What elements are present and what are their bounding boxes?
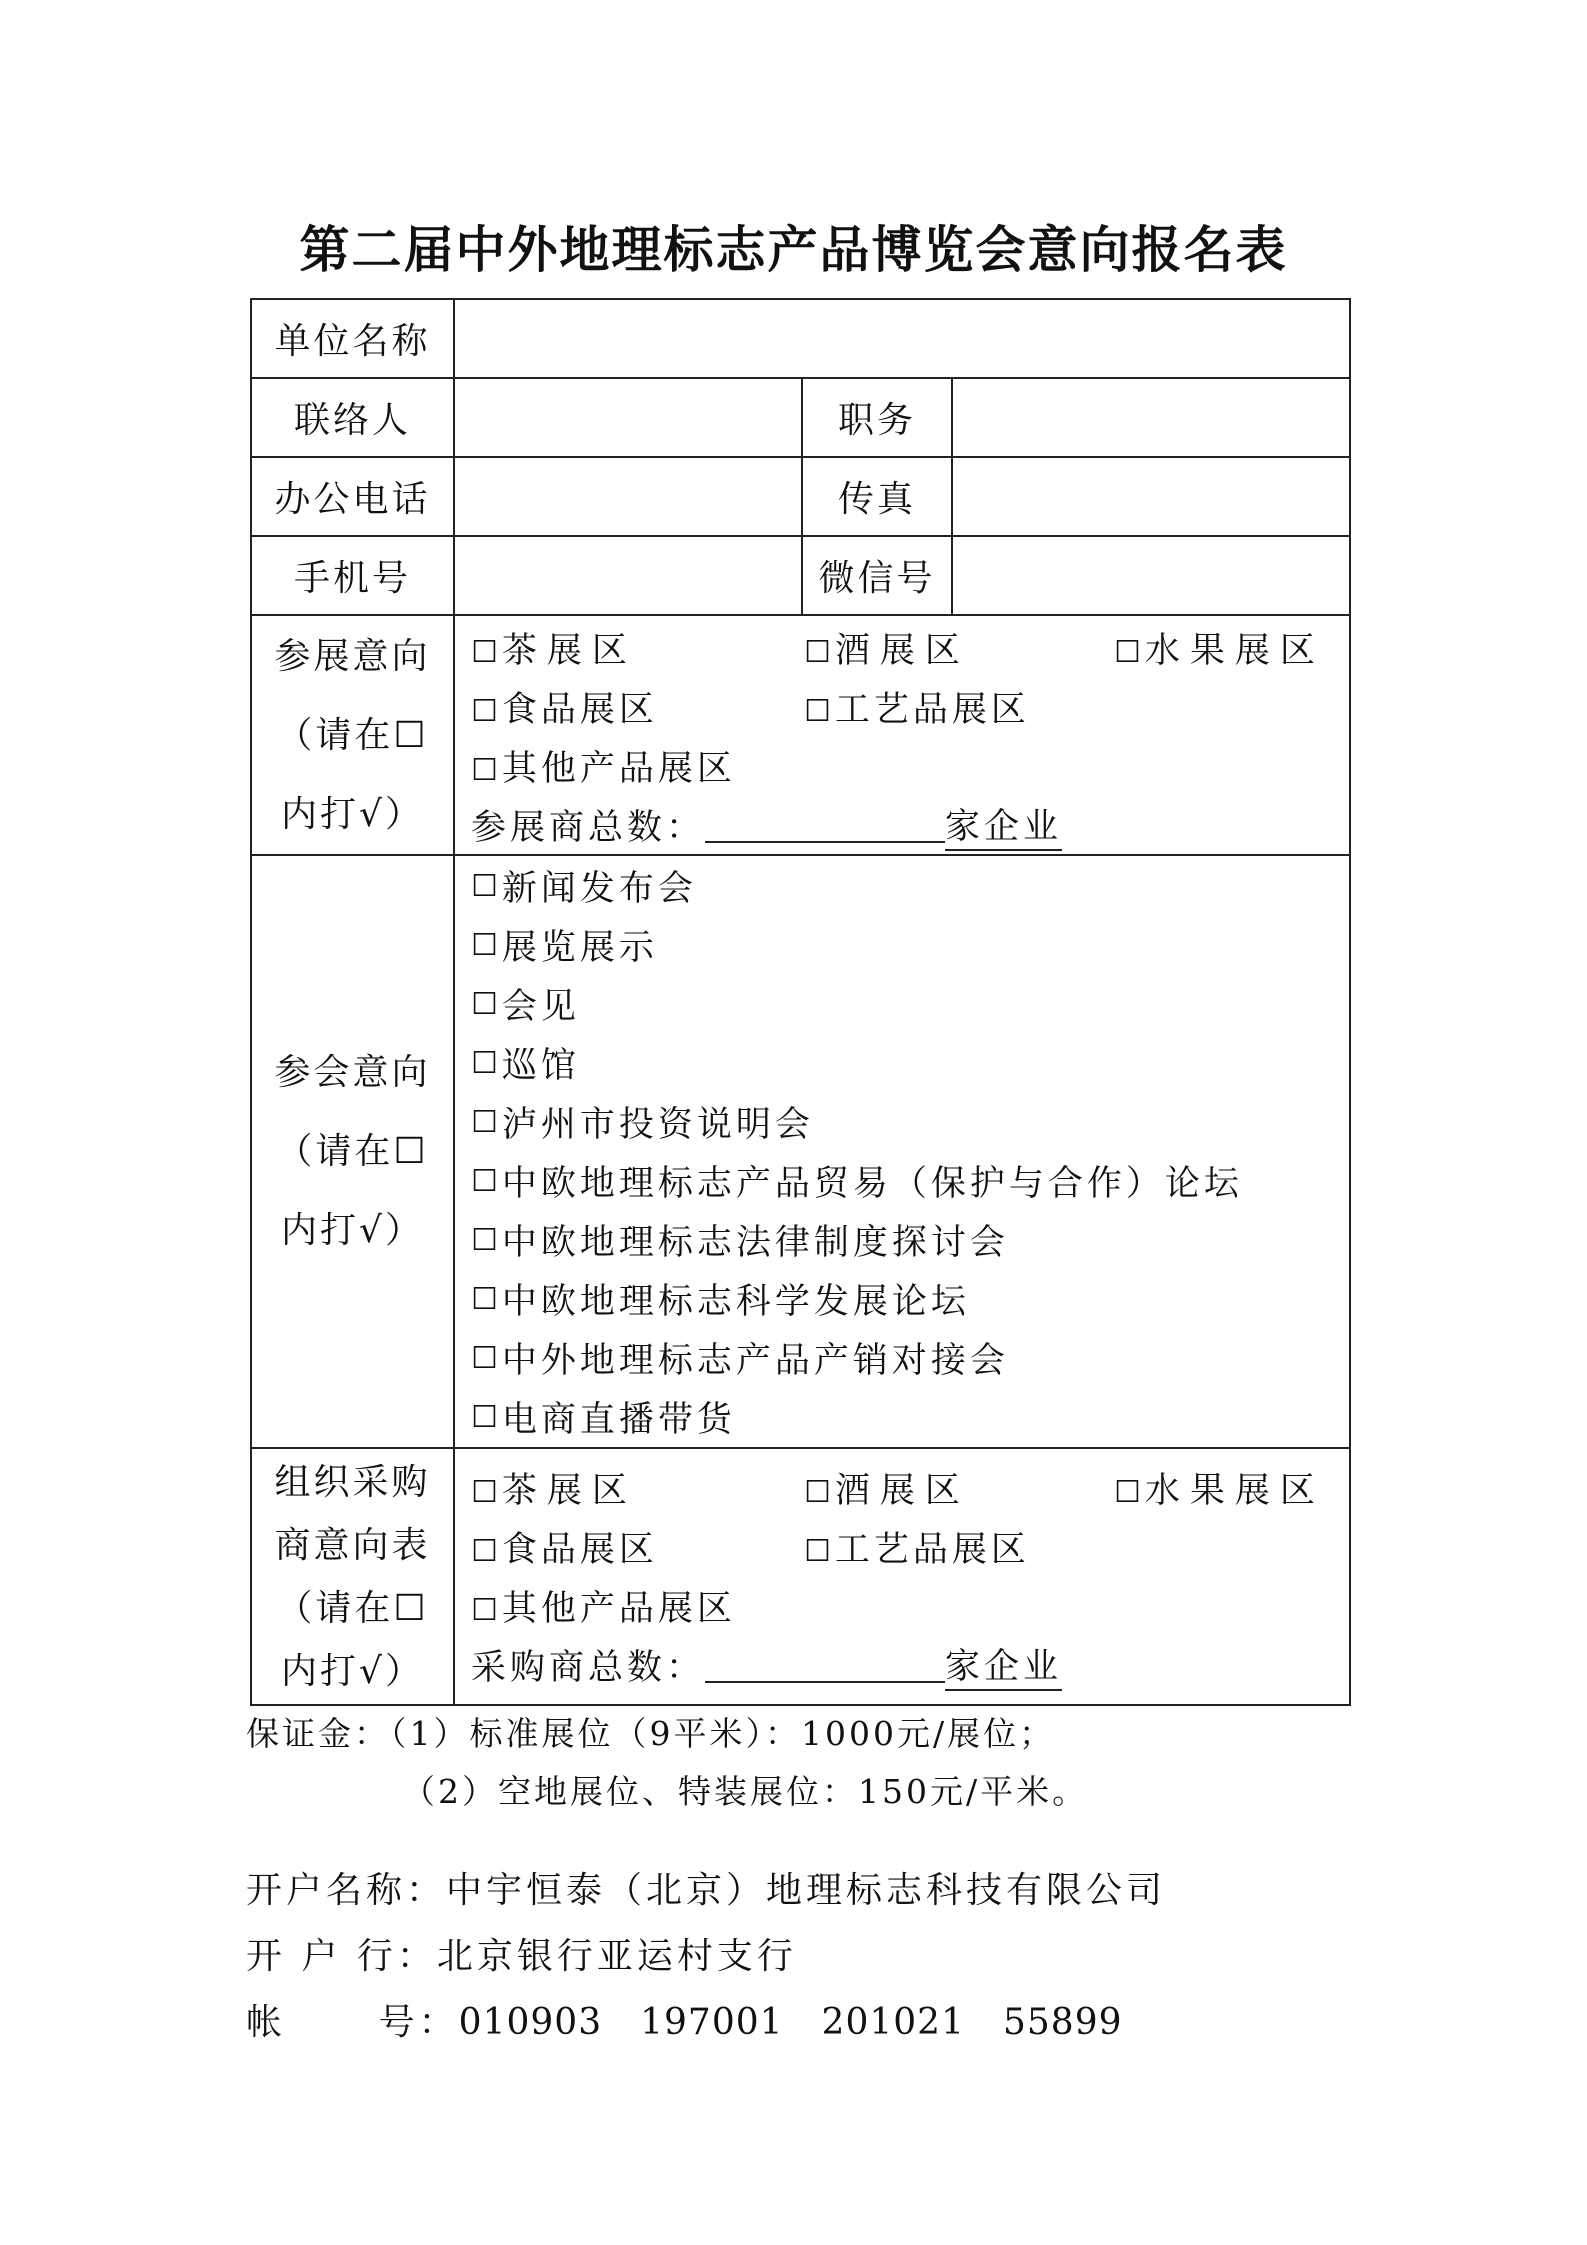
- account-group: 197001: [640, 2002, 784, 2043]
- checkbox-icon[interactable]: ☐: [471, 1163, 498, 1199]
- bank-branch: [246, 1928, 797, 1979]
- exhibit-option-food[interactable]: ☐ 食品展区: [471, 689, 658, 730]
- registration-form: [250, 298, 1351, 1706]
- purchase-option-tea[interactable]: ☐ 茶展区: [471, 1471, 637, 1511]
- wechat-label: 微信号: [802, 536, 952, 615]
- checkbox-icon[interactable]: ☐: [471, 1222, 498, 1258]
- account-name: [246, 1862, 1166, 1913]
- meeting-label-line: 参会意向: [274, 1052, 431, 1093]
- purchase-label: [251, 1448, 454, 1705]
- purchaser-count-unit: 家企业: [945, 1639, 1062, 1691]
- meeting-option[interactable]: ☐ 中欧地理标志法律制度探讨会: [471, 1222, 1009, 1263]
- checkbox-icon[interactable]: ☐: [471, 868, 498, 904]
- wechat-field[interactable]: [952, 536, 1350, 615]
- meeting-option[interactable]: ☐ 泸州市投资说明会: [471, 1104, 814, 1145]
- position-field[interactable]: [952, 378, 1350, 457]
- checkbox-icon[interactable]: ☐: [471, 752, 498, 788]
- meeting-label-line: 内打√）: [281, 1210, 424, 1251]
- purchase-label-line: 商意向表: [274, 1524, 431, 1566]
- meeting-label-line: （请在☐: [276, 1131, 429, 1172]
- checkbox-icon[interactable]: ☐: [471, 693, 498, 729]
- purchaser-count-label: 采购商总数：: [471, 1648, 706, 1688]
- purchase-option-food[interactable]: ☐ 食品展区: [471, 1530, 658, 1570]
- exhibit-option-other[interactable]: ☐ 其他产品展区: [471, 748, 736, 789]
- meeting-option[interactable]: ☐ 会见: [471, 986, 580, 1027]
- purchase-option-fruit[interactable]: ☐ 水果展区: [1114, 1471, 1325, 1511]
- checkbox-icon[interactable]: ☐: [471, 1340, 498, 1376]
- exhibit-option-wine[interactable]: ☐ 酒展区: [804, 630, 970, 671]
- checkbox-icon[interactable]: ☐: [471, 634, 498, 670]
- checkbox-icon[interactable]: ☐: [1114, 634, 1141, 670]
- contact-label: 联络人: [251, 378, 454, 457]
- exhibit-option-fruit[interactable]: ☐ 水果展区: [1114, 630, 1325, 671]
- account-group: 55899: [1002, 2002, 1123, 2043]
- exhibit-label-line: （请在☐: [276, 714, 429, 756]
- purchase-option-other[interactable]: ☐ 其他产品展区: [471, 1589, 736, 1629]
- checkbox-icon[interactable]: ☐: [804, 634, 831, 670]
- purchase-option-craft[interactable]: ☐ 工艺品展区: [804, 1530, 1030, 1570]
- exhibit-label: [251, 615, 454, 855]
- meeting-option[interactable]: ☐ 中外地理标志产品产销对接会: [471, 1340, 1009, 1381]
- checkbox-icon[interactable]: ☐: [804, 1534, 831, 1569]
- meeting-option[interactable]: ☐ 展览展示: [471, 927, 658, 968]
- account-name-value: 中宇恒泰（北京）地理标志科技有限公司: [446, 1870, 1167, 1911]
- account-group: 201021: [821, 2002, 965, 2043]
- purchase-options: [454, 1448, 1350, 1705]
- office-phone-label: 办公电话: [251, 457, 454, 536]
- purchase-label-line: 组织采购: [274, 1461, 431, 1503]
- purchase-option-wine[interactable]: ☐ 酒展区: [804, 1471, 970, 1511]
- checkbox-icon[interactable]: ☐: [804, 1475, 831, 1510]
- exhibitor-count-label: 参展商总数：: [471, 807, 706, 848]
- account-number: [246, 1994, 1161, 2045]
- bank-branch-label: 开 户 行：: [246, 1936, 437, 1977]
- office-phone-field[interactable]: [454, 457, 802, 536]
- meeting-label: [251, 855, 454, 1448]
- exhibit-label-line: 内打√）: [281, 793, 424, 835]
- exhibit-label-line: 参展意向: [274, 635, 431, 677]
- page-title: 第二届中外地理标志产品博览会意向报名表: [299, 220, 1288, 279]
- checkbox-icon[interactable]: ☐: [804, 693, 831, 729]
- purchase-label-line: （请在☐: [276, 1587, 429, 1629]
- deposit-line-1: 保证金：（1）标准展位（9平米）：1000元/展位；: [246, 1714, 1056, 1753]
- checkbox-icon[interactable]: ☐: [471, 1534, 498, 1569]
- checkbox-icon[interactable]: ☐: [471, 927, 498, 963]
- exhibitor-count-unit: 家企业: [945, 799, 1062, 851]
- position-label: 职务: [802, 378, 952, 457]
- deposit-line-2: （2）空地展位、特装展位：150元/平米。: [402, 1772, 1089, 1811]
- account-name-label: 开户名称：: [246, 1870, 447, 1911]
- fax-field[interactable]: [952, 457, 1350, 536]
- meeting-options: [454, 855, 1350, 1448]
- bank-branch-value: 北京银行亚运村支行: [436, 1936, 797, 1977]
- checkbox-icon[interactable]: ☐: [471, 1104, 498, 1140]
- checkbox-icon[interactable]: ☐: [1114, 1475, 1141, 1510]
- unit-name-field[interactable]: [454, 299, 1350, 378]
- meeting-option[interactable]: ☐ 中欧地理标志科学发展论坛: [471, 1281, 970, 1322]
- exhibitor-count-field[interactable]: [705, 807, 945, 843]
- checkbox-icon[interactable]: ☐: [471, 1399, 498, 1435]
- checkbox-icon[interactable]: ☐: [471, 1045, 498, 1081]
- fax-label: 传真: [802, 457, 952, 536]
- exhibit-options: [454, 615, 1350, 855]
- exhibit-option-craft[interactable]: ☐ 工艺品展区: [804, 689, 1030, 730]
- meeting-option[interactable]: ☐ 中欧地理标志产品贸易（保护与合作）论坛: [471, 1163, 1243, 1204]
- meeting-option[interactable]: ☐ 巡馆: [471, 1045, 580, 1086]
- purchaser-count-field[interactable]: [705, 1647, 945, 1683]
- checkbox-icon[interactable]: ☐: [471, 1593, 498, 1628]
- checkbox-icon[interactable]: ☐: [471, 1475, 498, 1510]
- mobile-label: 手机号: [251, 536, 454, 615]
- account-group: 010903: [458, 2002, 603, 2043]
- purchase-label-line: 内打√）: [281, 1650, 424, 1692]
- exhibit-option-tea[interactable]: ☐ 茶展区: [471, 630, 637, 671]
- contact-field[interactable]: [454, 378, 802, 457]
- account-number-label: 帐 号：: [246, 2002, 459, 2043]
- checkbox-icon[interactable]: ☐: [471, 1281, 498, 1317]
- unit-name-label: 单位名称: [251, 299, 454, 378]
- meeting-option[interactable]: ☐ 新闻发布会: [471, 868, 697, 909]
- meeting-option[interactable]: ☐ 电商直播带货: [471, 1399, 736, 1440]
- mobile-field[interactable]: [454, 536, 802, 615]
- checkbox-icon[interactable]: ☐: [471, 986, 498, 1022]
